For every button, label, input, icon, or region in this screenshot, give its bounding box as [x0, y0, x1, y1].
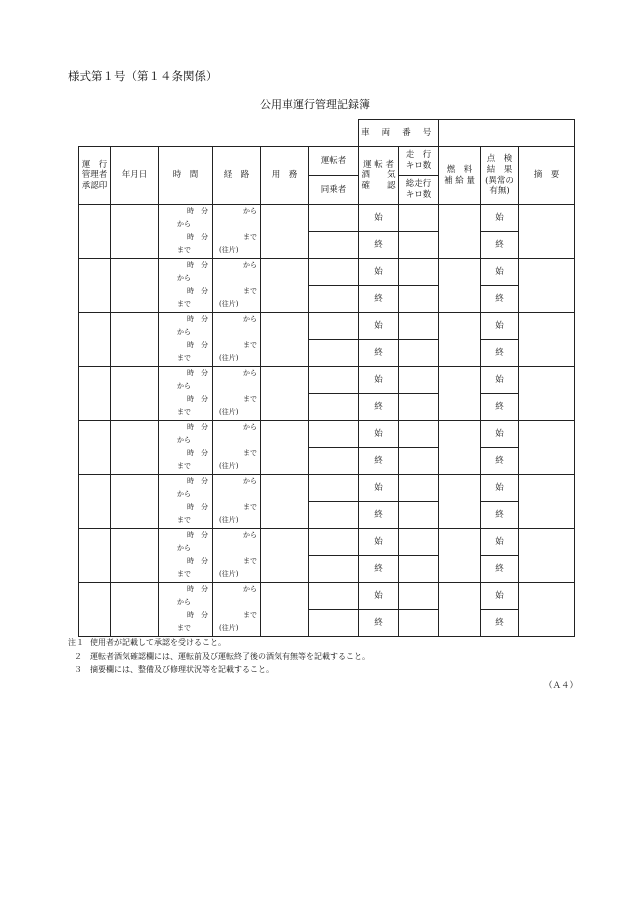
purpose-cell[interactable]	[261, 367, 309, 421]
passenger-cell[interactable]	[309, 232, 359, 259]
inspection-end-cell[interactable]: 終	[481, 556, 519, 583]
fuel-cell[interactable]	[439, 367, 481, 421]
alcohol-end-cell[interactable]: 終	[359, 286, 399, 313]
approval-seal-cell[interactable]	[79, 475, 111, 529]
route-cell[interactable]: から まで (往片)	[213, 367, 261, 421]
odometer-cell[interactable]	[399, 421, 439, 448]
vehicle-number-row	[79, 120, 575, 147]
route-cell[interactable]: から まで (往片)	[213, 421, 261, 475]
approval-seal-cell[interactable]	[79, 421, 111, 475]
inspection-header: 点 検 結 果 (異常の 有無)	[481, 147, 519, 205]
inspection-start-cell[interactable]: 始	[481, 313, 519, 340]
remarks-cell[interactable]	[519, 205, 575, 259]
inspection-start-cell[interactable]: 始	[481, 583, 519, 610]
inspection-end-cell[interactable]: 終	[481, 610, 519, 637]
driver-header: 運転者	[309, 147, 359, 176]
time-cell[interactable]: 時 分 から 時 分 まで	[159, 367, 213, 421]
odometer-cell[interactable]	[399, 205, 439, 232]
note-item: 注１ 使用者が記載して承認を受けること。	[68, 638, 226, 647]
fuel-cell[interactable]	[439, 205, 481, 259]
alcohol-start-cell[interactable]: 始	[359, 529, 399, 556]
inspection-start-cell[interactable]: 始	[481, 205, 519, 232]
alcohol-start-cell[interactable]: 始	[359, 475, 399, 502]
odometer-cell[interactable]	[399, 313, 439, 340]
passenger-cell[interactable]	[309, 556, 359, 583]
alcohol-end-cell[interactable]: 終	[359, 394, 399, 421]
route-cell[interactable]: から まで (往片)	[213, 583, 261, 637]
notes	[68, 636, 370, 677]
purpose-header: 用 務	[261, 147, 309, 205]
inspection-end-cell[interactable]: 終	[481, 232, 519, 259]
time-cell[interactable]: 時 分 から 時 分 まで	[159, 421, 213, 475]
time-cell[interactable]: 時 分 から 時 分 まで	[159, 205, 213, 259]
inspection-end-cell[interactable]: 終	[481, 502, 519, 529]
note-item: ３ 摘要欄には、整備及び修理状況等を記載すること。	[74, 665, 274, 674]
purpose-cell[interactable]	[261, 313, 309, 367]
note-item: ２ 運転者酒気確認欄には、運転前及び運転終了後の酒気有無等を記載すること。	[74, 651, 370, 661]
total-distance-cell[interactable]	[399, 394, 439, 421]
time-cell[interactable]: 時 分 から 時 分 まで	[159, 475, 213, 529]
route-cell[interactable]: から まで (往片)	[213, 475, 261, 529]
inspection-end-cell[interactable]: 終	[481, 286, 519, 313]
approval-seal-cell[interactable]	[79, 367, 111, 421]
alcohol-start-cell[interactable]: 始	[359, 367, 399, 394]
purpose-cell[interactable]	[261, 583, 309, 637]
total-distance-cell[interactable]	[399, 556, 439, 583]
form-number: 様式第１号（第１４条関係）	[68, 69, 218, 83]
fuel-cell[interactable]	[439, 529, 481, 583]
approval-seal-cell[interactable]	[79, 529, 111, 583]
driver-cell[interactable]	[309, 367, 359, 394]
time-cell[interactable]: 時 分 から 時 分 まで	[159, 583, 213, 637]
alcohol-end-cell[interactable]: 終	[359, 340, 399, 367]
alcohol-end-cell[interactable]: 終	[359, 232, 399, 259]
remarks-cell[interactable]	[519, 529, 575, 583]
inspection-start-cell[interactable]: 始	[481, 475, 519, 502]
passenger-cell[interactable]	[309, 448, 359, 475]
date-cell[interactable]	[111, 529, 159, 583]
header-row	[79, 147, 575, 176]
purpose-cell[interactable]	[261, 475, 309, 529]
purpose-cell[interactable]	[261, 421, 309, 475]
record-row-top	[79, 475, 575, 502]
total-distance-cell[interactable]	[399, 340, 439, 367]
time-header: 時 間	[159, 147, 213, 205]
record-row-top	[79, 583, 575, 610]
odometer-cell[interactable]	[399, 583, 439, 610]
date-cell[interactable]	[111, 583, 159, 637]
driver-cell[interactable]	[309, 583, 359, 610]
vehicle-number-label: 車 両 番 号	[359, 120, 439, 147]
record-row-top	[79, 529, 575, 556]
fuel-cell[interactable]	[439, 259, 481, 313]
inspection-start-cell[interactable]: 始	[481, 367, 519, 394]
passenger-cell[interactable]	[309, 394, 359, 421]
remarks-cell[interactable]	[519, 259, 575, 313]
driver-cell[interactable]	[309, 205, 359, 232]
passenger-cell[interactable]	[309, 610, 359, 637]
odometer-cell[interactable]	[399, 367, 439, 394]
driver-cell[interactable]	[309, 475, 359, 502]
inspection-end-cell[interactable]: 終	[481, 394, 519, 421]
passenger-cell[interactable]	[309, 286, 359, 313]
purpose-cell[interactable]	[261, 205, 309, 259]
approval-seal-header: 運 行 管理者 承認印	[79, 147, 111, 205]
passenger-cell[interactable]	[309, 502, 359, 529]
alcohol-check-header: 運 転 者 酒 気 確 認	[359, 147, 399, 205]
date-cell[interactable]	[111, 313, 159, 367]
date-cell[interactable]	[111, 205, 159, 259]
inspection-start-cell[interactable]: 始	[481, 259, 519, 286]
driver-cell[interactable]	[309, 529, 359, 556]
remarks-header: 摘 要	[519, 147, 575, 205]
inspection-start-cell[interactable]: 始	[481, 421, 519, 448]
odometer-header: 走 行 キロ数	[399, 147, 439, 176]
passenger-cell[interactable]	[309, 340, 359, 367]
time-cell[interactable]: 時 分 から 時 分 まで	[159, 529, 213, 583]
date-cell[interactable]	[111, 475, 159, 529]
remarks-cell[interactable]	[519, 475, 575, 529]
approval-seal-cell[interactable]	[79, 259, 111, 313]
odometer-cell[interactable]	[399, 259, 439, 286]
record-row-top	[79, 313, 575, 340]
page-title: 公用車運行管理記録簿	[260, 98, 370, 111]
alcohol-end-cell[interactable]: 終	[359, 502, 399, 529]
record-row-top	[79, 259, 575, 286]
passenger-header: 同乗者	[309, 176, 359, 205]
date-cell[interactable]	[111, 259, 159, 313]
route-cell[interactable]: から まで (往片)	[213, 205, 261, 259]
alcohol-start-cell[interactable]: 始	[359, 313, 399, 340]
remarks-cell[interactable]	[519, 583, 575, 637]
purpose-cell[interactable]	[261, 529, 309, 583]
date-cell[interactable]	[111, 421, 159, 475]
odometer-cell[interactable]	[399, 475, 439, 502]
record-row-top	[79, 205, 575, 232]
remarks-cell[interactable]	[519, 421, 575, 475]
odometer-cell[interactable]	[399, 529, 439, 556]
driver-cell[interactable]	[309, 259, 359, 286]
fuel-cell[interactable]	[439, 583, 481, 637]
total-distance-cell[interactable]	[399, 232, 439, 259]
alcohol-end-cell[interactable]: 終	[359, 610, 399, 637]
purpose-cell[interactable]	[261, 259, 309, 313]
inspection-end-cell[interactable]: 終	[481, 448, 519, 475]
alcohol-start-cell[interactable]: 始	[359, 421, 399, 448]
alcohol-end-cell[interactable]: 終	[359, 556, 399, 583]
route-cell[interactable]: から まで (往片)	[213, 259, 261, 313]
inspection-start-cell[interactable]: 始	[481, 529, 519, 556]
total-distance-cell[interactable]	[399, 286, 439, 313]
route-cell[interactable]: から まで (往片)	[213, 313, 261, 367]
total-distance-header: 総走行 キロ数	[399, 176, 439, 205]
date-header: 年月日	[111, 147, 159, 205]
remarks-cell[interactable]	[519, 367, 575, 421]
driver-cell[interactable]	[309, 421, 359, 448]
driver-cell[interactable]	[309, 313, 359, 340]
approval-seal-cell[interactable]	[79, 583, 111, 637]
alcohol-start-cell[interactable]: 始	[359, 205, 399, 232]
vehicle-number-field[interactable]	[439, 120, 575, 147]
record-table	[78, 119, 575, 637]
alcohol-start-cell[interactable]: 始	[359, 259, 399, 286]
inspection-end-cell[interactable]: 終	[481, 340, 519, 367]
remarks-cell[interactable]	[519, 313, 575, 367]
approval-seal-cell[interactable]	[79, 205, 111, 259]
alcohol-start-cell[interactable]: 始	[359, 583, 399, 610]
date-cell[interactable]	[111, 367, 159, 421]
time-cell[interactable]: 時 分 から 時 分 まで	[159, 259, 213, 313]
fuel-header: 燃 料 補 給 量	[439, 147, 481, 205]
time-cell[interactable]: 時 分 から 時 分 まで	[159, 313, 213, 367]
approval-seal-cell[interactable]	[79, 313, 111, 367]
record-row-top	[79, 421, 575, 448]
route-cell[interactable]: から まで (往片)	[213, 529, 261, 583]
fuel-cell[interactable]	[439, 475, 481, 529]
total-distance-cell[interactable]	[399, 448, 439, 475]
route-header: 経 路	[213, 147, 261, 205]
fuel-cell[interactable]	[439, 421, 481, 475]
fuel-cell[interactable]	[439, 313, 481, 367]
total-distance-cell[interactable]	[399, 502, 439, 529]
record-row-top	[79, 367, 575, 394]
total-distance-cell[interactable]	[399, 610, 439, 637]
paper-size: （Ａ４）	[543, 681, 578, 691]
alcohol-end-cell[interactable]: 終	[359, 448, 399, 475]
